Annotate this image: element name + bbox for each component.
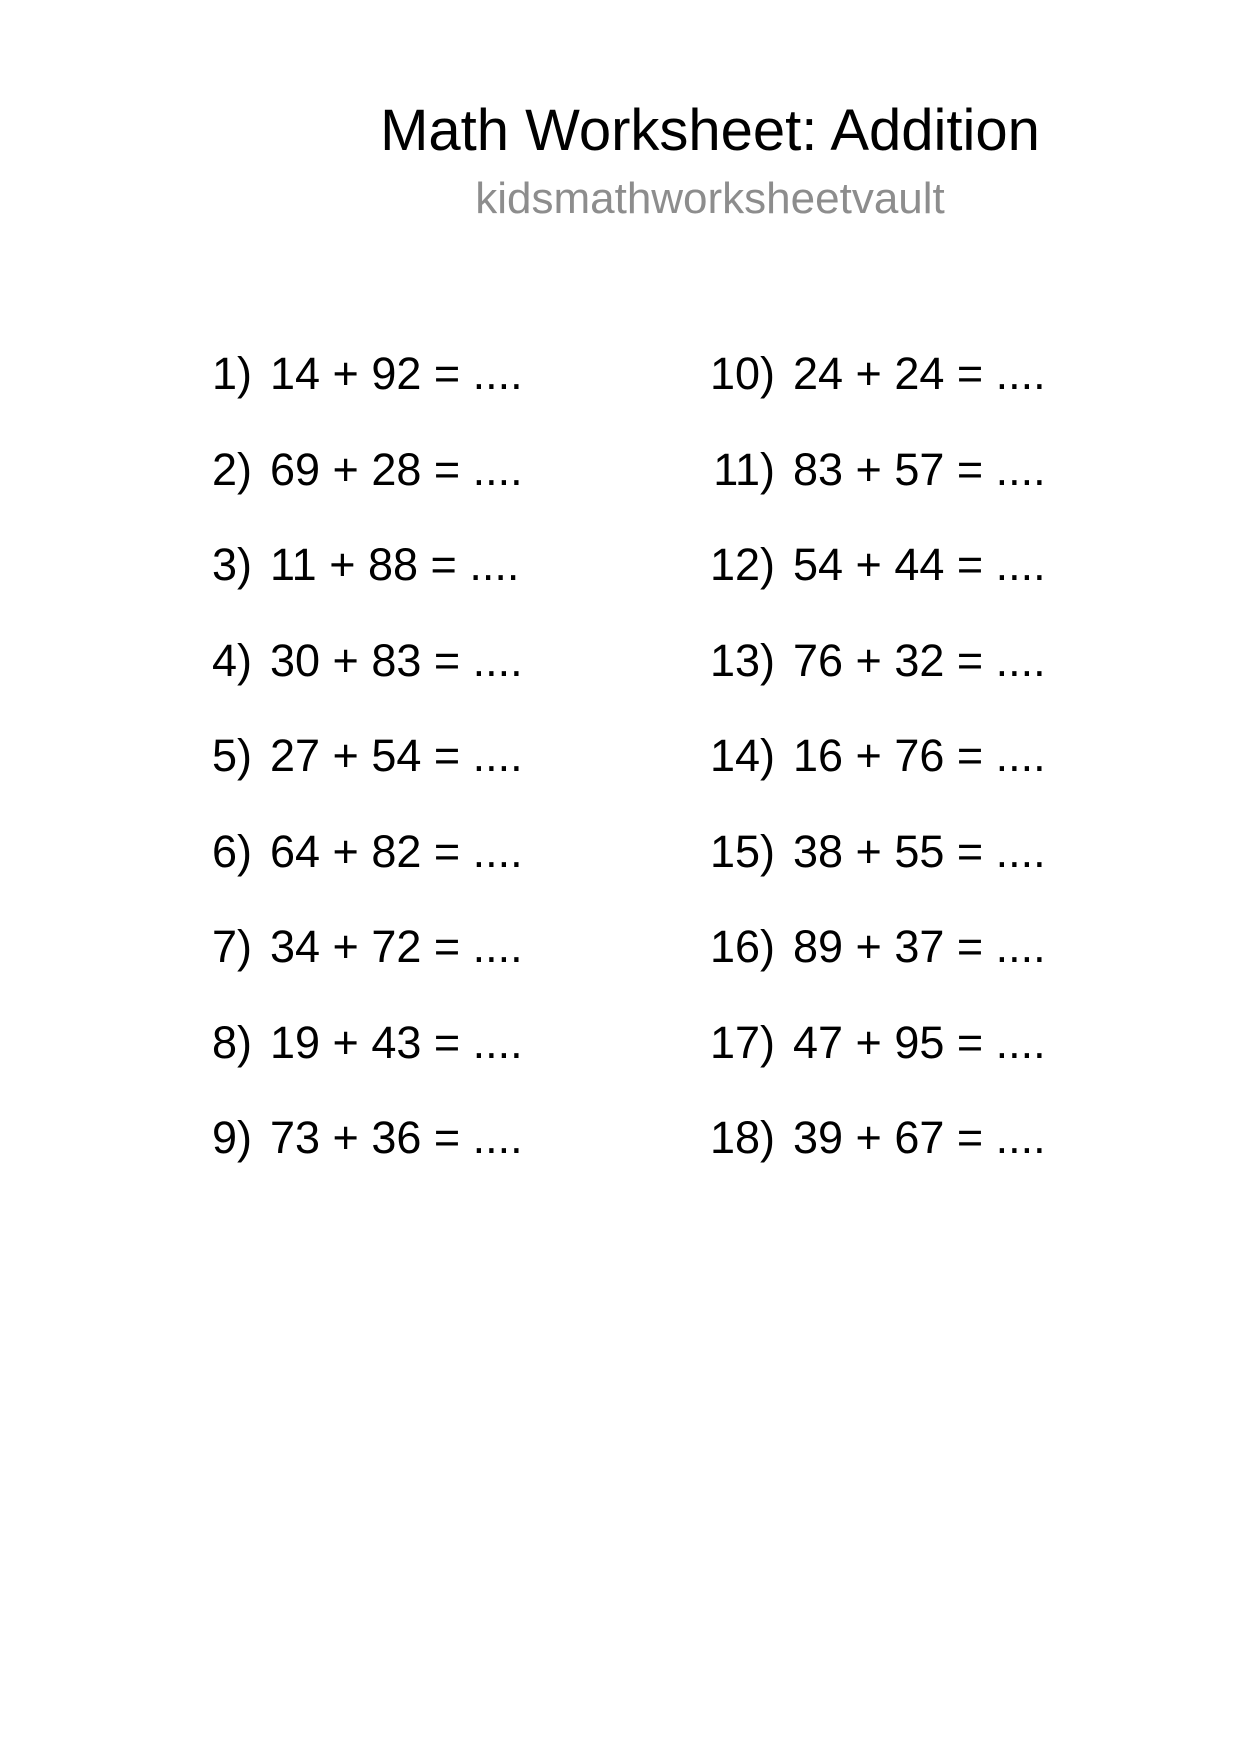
problem-number: 5) <box>211 730 252 782</box>
problem-expression: 89 + 37 = .... <box>793 921 1046 973</box>
problem-expression: 73 + 36 = .... <box>270 1112 523 1164</box>
problem-row <box>673 517 1046 613</box>
problem-expression: 47 + 95 = .... <box>793 1016 1046 1068</box>
problem-number: 9) <box>211 1112 252 1164</box>
problem-number: 1) <box>211 348 252 400</box>
problems-column-right <box>673 326 1046 1186</box>
problem-number: 3) <box>211 539 252 591</box>
problem-row <box>150 326 523 422</box>
problem-number: 12) <box>709 539 775 591</box>
problem-number: 16) <box>709 921 775 973</box>
problem-expression: 19 + 43 = .... <box>270 1016 523 1068</box>
problem-row <box>673 1090 1046 1186</box>
problem-number: 15) <box>709 825 775 877</box>
problem-row <box>150 613 523 709</box>
problem-row <box>150 995 523 1091</box>
problem-number: 2) <box>211 443 252 495</box>
problem-number: 4) <box>211 634 252 686</box>
problem-number: 13) <box>709 634 775 686</box>
problems-column-left <box>150 326 523 1186</box>
problem-expression: 14 + 92 = .... <box>270 348 523 400</box>
problem-number: 14) <box>709 730 775 782</box>
problem-row <box>150 422 523 518</box>
problem-number: 11) <box>713 443 775 495</box>
problem-number: 6) <box>211 825 252 877</box>
problem-row <box>673 708 1046 804</box>
problem-expression: 69 + 28 = .... <box>270 443 523 495</box>
problem-expression: 27 + 54 = .... <box>270 730 523 782</box>
problem-row <box>150 1090 523 1186</box>
problem-expression: 34 + 72 = .... <box>270 921 523 973</box>
problem-row <box>673 804 1046 900</box>
problem-number: 18) <box>709 1112 775 1164</box>
problem-number: 17) <box>709 1016 775 1068</box>
problem-row <box>673 422 1046 518</box>
problem-row <box>673 995 1046 1091</box>
problem-expression: 30 + 83 = .... <box>270 634 523 686</box>
problem-row <box>150 517 523 613</box>
problem-row <box>150 804 523 900</box>
problem-expression: 76 + 32 = .... <box>793 634 1046 686</box>
problem-expression: 54 + 44 = .... <box>793 539 1046 591</box>
problem-expression: 16 + 76 = .... <box>793 730 1046 782</box>
problem-row <box>150 899 523 995</box>
problem-expression: 64 + 82 = .... <box>270 825 523 877</box>
page-title: Math Worksheet: Addition <box>380 98 1040 163</box>
problem-number: 7) <box>211 921 252 973</box>
page-subtitle: kidsmathworksheetvault <box>475 174 945 223</box>
problem-row <box>673 613 1046 709</box>
problem-expression: 83 + 57 = .... <box>793 443 1046 495</box>
problem-expression: 11 + 88 = .... <box>270 539 520 591</box>
problem-number: 8) <box>211 1016 252 1068</box>
problem-row <box>150 708 523 804</box>
problem-expression: 39 + 67 = .... <box>793 1112 1046 1164</box>
problem-number: 10) <box>709 348 775 400</box>
problem-expression: 24 + 24 = .... <box>793 348 1046 400</box>
worksheet-header <box>180 0 1240 221</box>
problem-row <box>673 899 1046 995</box>
problem-row <box>673 326 1046 422</box>
problem-expression: 38 + 55 = .... <box>793 825 1046 877</box>
